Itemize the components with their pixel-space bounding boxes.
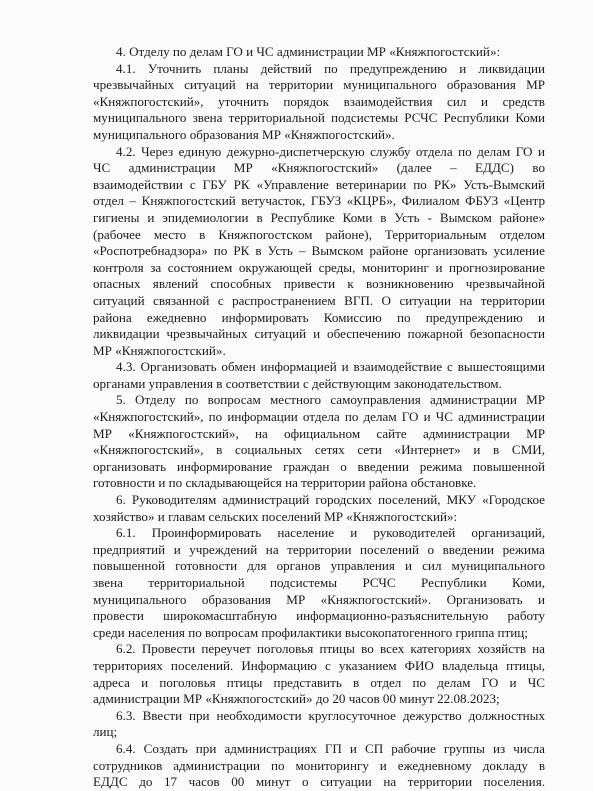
text-line: провести широкомасштабную информационно-разъяснительную работу (93, 608, 545, 624)
text-line: чрезвычайных ситуаций на территории муниципального образования МР (93, 77, 545, 93)
text-line: гигиены и эпидемиологии в Республике Коми в Усть - Вымском районе» (93, 209, 545, 225)
text-line: ЧС администрации МР «Княжпогостский» (далее – ЕДДС) во (93, 160, 545, 176)
text-line: 4.1. Уточнить планы действий по предупреждению и ликвидации (116, 60, 545, 76)
text-line: органами управления в соответствии с действующим законодательством. (93, 375, 502, 391)
text-line: 6.3. Ввести при необходимости круглосуточное дежурство должностных (116, 707, 545, 723)
text-line: «Княжпогостский», в социальных сетях сети «Интернет» и в СМИ, (93, 442, 545, 458)
text-line: адреса и поголовья птицы представить в отдел по делам ГО и ЧС (93, 674, 545, 690)
text-line: опасных явлений способных привести к возникновению чрезвычайной (93, 276, 545, 292)
text-line: ситуаций связанной с распространением ВГП. О ситуации на территории (93, 292, 545, 308)
text-line: хозяйство» и главам сельских поселений МР «Княжпогостский»: (93, 508, 458, 524)
text-line: предприятий и учреждений на территории поселений о введении режима (93, 541, 545, 557)
text-line: 6.4. Создать при администрациях ГП и СП рабочие группы из числа (116, 740, 545, 756)
text-line: «Княжпогостский», по информации отдела по делам ГО и ЧС администрации (93, 409, 545, 425)
text-line: ЕДДС до 17 часов 00 минут о ситуации на территории поселения. (93, 774, 545, 790)
text-line: лиц; (93, 724, 118, 740)
text-line: территориях поселений. Информацию с указанием ФИО владельца птицы, (93, 657, 545, 673)
text-line: муниципального звена территориальной подсистемы РСЧС Республики Коми (93, 110, 545, 126)
text-line: администрации МР «Княжпогостский» до 20 часов 00 минут 22.08.2023; (93, 691, 500, 707)
text-line: 4.3. Организовать обмен информацией и взаимодействие с вышестоящими (116, 359, 545, 375)
text-line: сотрудников администрации по мониторингу и ежедневному докладу в (93, 757, 545, 773)
text-line: ликвидации чрезвычайных ситуаций и обеспечению пожарной безопасности (93, 326, 545, 342)
text-line: взаимодействии с ГБУ РК «Управление ветеринарии по РК» Усть-Вымский (93, 176, 545, 192)
text-line: 4.2. Через единую дежурно-диспетчерскую службу отдела по делам ГО и (116, 143, 545, 159)
text-line: готовности и по складывающейся на территории района обстановке. (93, 475, 477, 491)
text-line: муниципального образования МР «Княжпогостский». Организовать и (93, 591, 545, 607)
text-line: «Княжпогостский», уточнить порядок взаимодействия сил и средств (93, 93, 545, 109)
text-line: повышенной готовности для органов управления и сил муниципального (93, 558, 545, 574)
text-line: района ежедневно информировать Комиссию по предупреждению и (93, 309, 545, 325)
text-line: 6.2. Провести переучет поголовья птицы во всех категориях хозяйств на (116, 641, 545, 657)
text-line: звена территориальной подсистемы РСЧС Республики Коми, (93, 575, 545, 590)
text-line: контроля за состоянием окружающей среды, мониторинг и прогнозирование (93, 259, 545, 275)
text-line: «Роспотребнадзора» по РК в Усть – Вымском районе организовать усиление (93, 243, 545, 259)
text-line: организовать информирование граждан о введении режима повышенной (93, 458, 545, 474)
text-line: (рабочее место в Княжпогостском районе), Территориальным отделом (93, 226, 545, 242)
text-line: отдел – Княжпогостский ветучасток, ГБУЗ «КЦРБ», Филиалом ФБУЗ «Центр (93, 193, 545, 209)
text-line: 6.1. Проинформировать население и руководителей организаций, (116, 525, 545, 541)
text-line: среди населения по вопросам профилактики высокопатогенного гриппа птиц; (93, 624, 528, 640)
text-line: 6. Руководителям администраций городских поселений, МКУ «Городское (116, 492, 545, 508)
text-line: муниципального образования МР «Княжпогостский». (93, 126, 395, 142)
text-line: МР «Княжпогостский», на официальном сайте администрации МР (93, 425, 545, 441)
text-line: 5. Отделу по вопросам местного самоуправления администрации МР (116, 392, 545, 408)
text-line: МР «Княжпогостский». (93, 342, 226, 358)
text-line: 4. Отделу по делам ГО и ЧС администрации МР «Княжпогостский»: (116, 44, 501, 59)
